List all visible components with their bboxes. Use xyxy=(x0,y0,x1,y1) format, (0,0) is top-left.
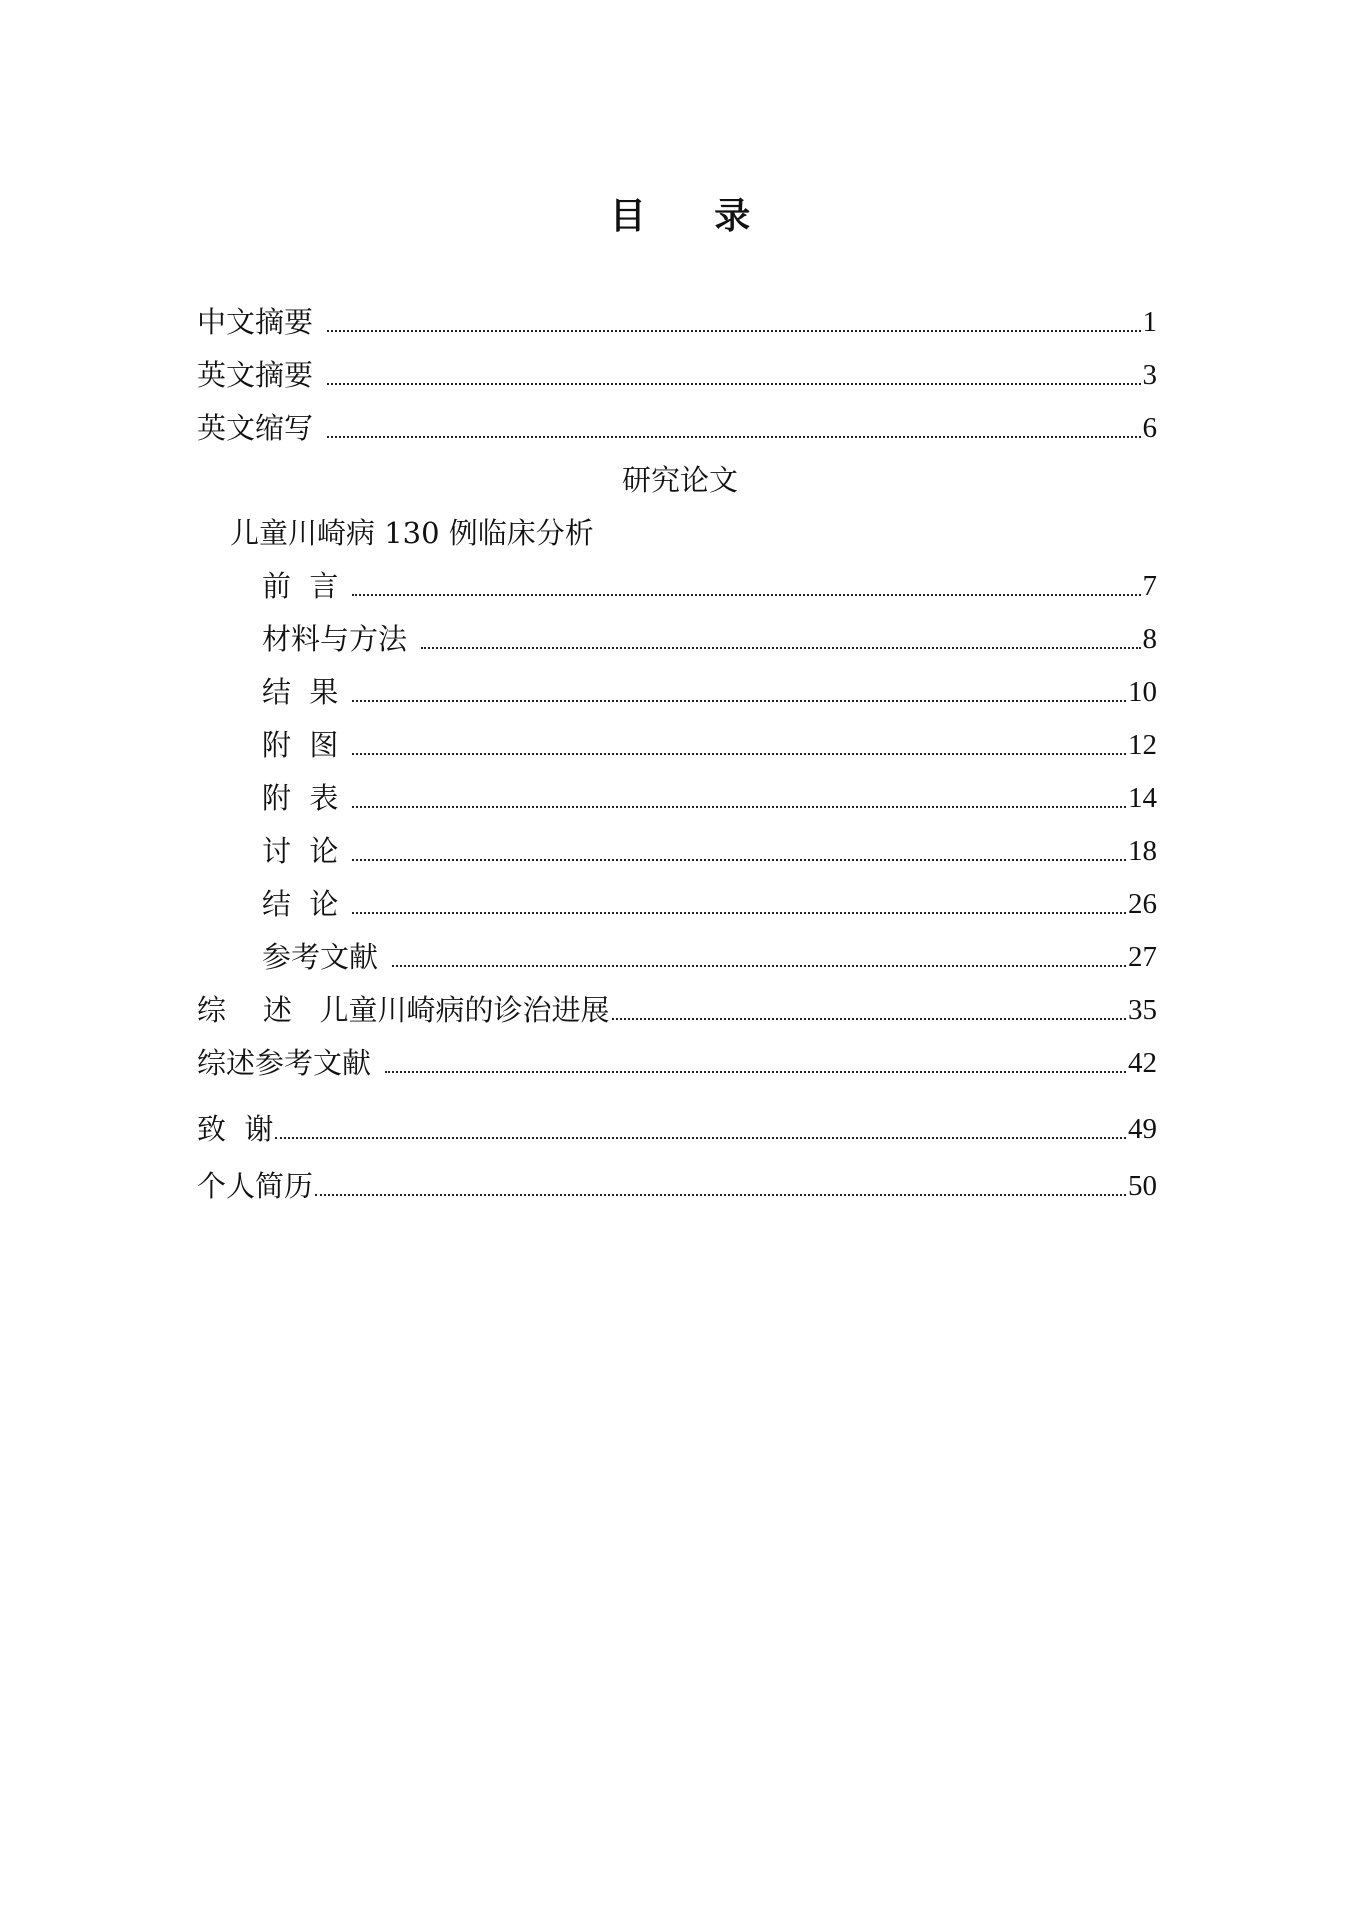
dot-leader xyxy=(352,594,1140,596)
toc-entry-label: 前 言 xyxy=(262,569,339,603)
dot-leader xyxy=(392,965,1126,967)
toc-entry[interactable] xyxy=(262,937,1157,977)
dot-leader xyxy=(385,1071,1126,1073)
toc-entry[interactable] xyxy=(197,1043,1157,1083)
paper-title: 儿童川崎病 130 例临床分析 xyxy=(230,516,594,550)
toc-entry-label: 英文摘要 xyxy=(197,358,314,392)
dot-leader xyxy=(327,330,1140,332)
dot-leader xyxy=(352,859,1126,861)
dot-leader xyxy=(352,806,1126,808)
dot-leader xyxy=(327,383,1140,385)
toc-entry-page: 49 xyxy=(1128,1113,1157,1145)
toc-entry-page: 18 xyxy=(1128,835,1157,867)
toc-entry[interactable] xyxy=(197,990,1157,1030)
toc-entry[interactable] xyxy=(262,778,1157,818)
toc-entry[interactable] xyxy=(197,1166,1157,1206)
toc-entry-label: 结 论 xyxy=(262,887,339,921)
toc-entry-page: 1 xyxy=(1142,306,1157,338)
dot-leader xyxy=(352,912,1126,914)
toc-entry[interactable] xyxy=(262,884,1157,924)
toc-entry-page: 3 xyxy=(1142,359,1157,391)
toc-entry[interactable] xyxy=(197,1109,1157,1149)
toc-entry-label: 致 谢 xyxy=(197,1112,274,1146)
toc-entry-label: 中文摘要 xyxy=(197,305,314,339)
toc-entry-label: 综述参考文献 xyxy=(197,1046,372,1080)
dot-leader xyxy=(352,700,1126,702)
toc-entry-page: 14 xyxy=(1128,782,1157,814)
toc-entry[interactable] xyxy=(197,408,1157,448)
toc-entry-label: 个人简历 xyxy=(197,1169,314,1203)
toc-entry-page: 12 xyxy=(1128,729,1157,761)
toc-entry-page: 27 xyxy=(1128,941,1157,973)
toc-entry-page: 10 xyxy=(1128,676,1157,708)
dot-leader xyxy=(612,1018,1126,1020)
toc-entry[interactable] xyxy=(262,566,1157,606)
toc-entry-label: 结 果 xyxy=(262,675,339,709)
toc-entry-label: 讨 论 xyxy=(262,834,339,868)
dot-leader xyxy=(421,647,1140,649)
dot-leader xyxy=(352,753,1126,755)
toc-entry-page: 42 xyxy=(1128,1047,1157,1079)
toc-entry-page: 6 xyxy=(1142,412,1157,444)
section-heading: 研究论文 xyxy=(621,463,738,497)
dot-leader xyxy=(315,1194,1126,1196)
toc-entry-page: 35 xyxy=(1128,994,1157,1026)
toc-entry[interactable] xyxy=(262,619,1157,659)
toc-entry-page: 26 xyxy=(1128,888,1157,920)
toc-entry-label: 附 表 xyxy=(262,781,339,815)
dot-leader xyxy=(327,436,1140,438)
toc-entry-page: 50 xyxy=(1128,1170,1157,1202)
toc-entry-page: 8 xyxy=(1142,623,1157,655)
toc-entry[interactable] xyxy=(262,831,1157,871)
toc-entry[interactable] xyxy=(197,355,1157,395)
toc-entry-label: 英文缩写 xyxy=(197,411,314,445)
toc-entry[interactable] xyxy=(262,672,1157,712)
toc-entry-page: 7 xyxy=(1142,570,1157,602)
toc-entry-label: 综 述 儿童川崎病的诊治进展 xyxy=(197,993,610,1027)
page-title: 目 录 xyxy=(609,196,779,237)
toc-entry[interactable] xyxy=(197,302,1157,342)
toc-entry-label: 材料与方法 xyxy=(262,622,408,656)
toc-entry-label: 参考文献 xyxy=(262,940,379,974)
toc-entry-label: 附 图 xyxy=(262,728,339,762)
toc-entry[interactable] xyxy=(262,725,1157,765)
dot-leader xyxy=(275,1137,1126,1139)
